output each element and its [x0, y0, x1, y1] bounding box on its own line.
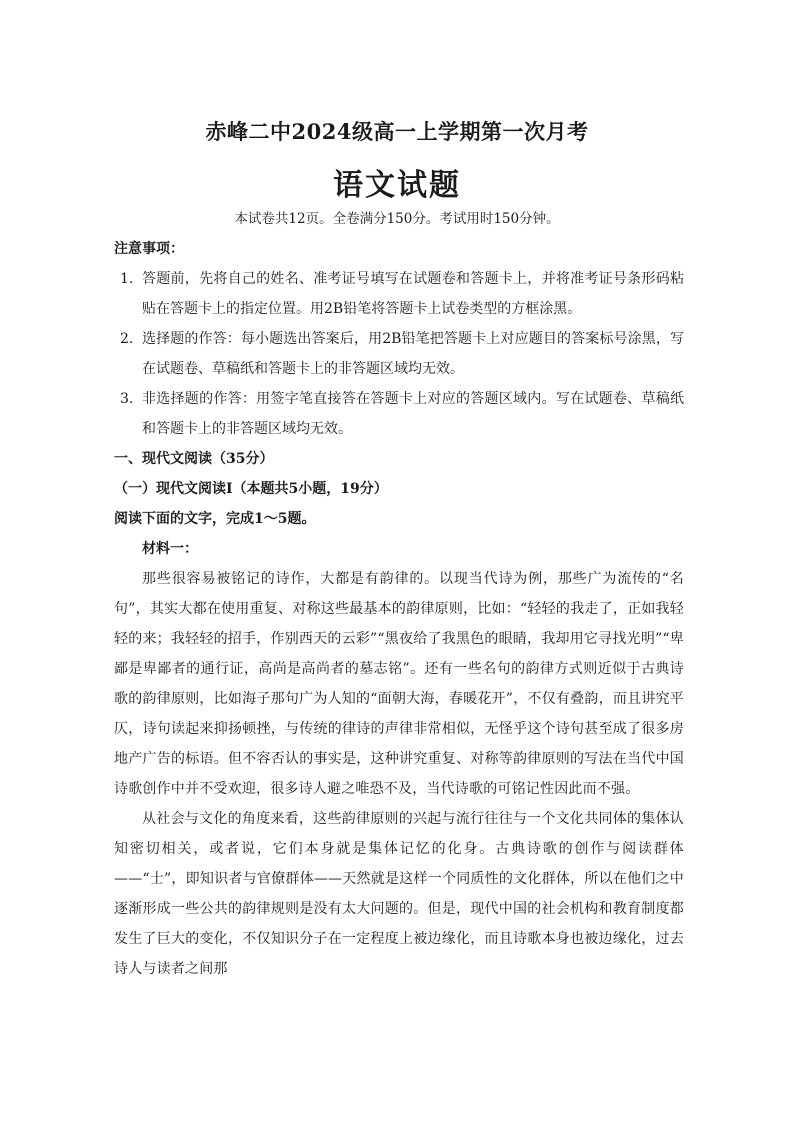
reading-instruction: 阅读下面的文字，完成1～5题。	[114, 511, 316, 527]
notice-number: 2．	[120, 331, 143, 347]
notice-heading: 注意事项：	[114, 241, 184, 257]
notice-item	[114, 384, 684, 444]
body-paragraph: 那些很容易被铭记的诗作，大都是有韵律的。以现当代诗为例，那些广为流传的“名句”，其实大都在使用重复、对称这些最基本的韵律原则，比如：“轻轻的我走了，正如我轻轻的来；我轻轻的招手，作别西天的云彩”“黑夜给了我黑色的眼睛，我却用它寻找光明”“卑鄙是卑鄙者的通行证，高尚是高尚者的墓志铭”。还有一些名句的韵律方式则近似于古典诗歌的韵律原则，比如海子那句广为人知的“面朝大海，春暖花开”，不仅有叠韵，而且讲究平仄，诗句读起来抑扬顿挫，与传统的律诗的声律非常相似，无怪乎这个诗句甚至成了很多房地产广告的标语。但不容否认的事实是，这种讲究重复、对称等韵律原则的写法在当代中国诗歌创作中并不受欢迎，很多诗人避之唯恐不及，当代诗歌的可铭记性因此而不强。	[114, 571, 684, 797]
notice-number: 1．	[120, 271, 143, 287]
exam-meta: 本试卷共12页。全卷满分150分。考试用时150分钟。	[234, 211, 560, 227]
notice-item	[114, 264, 684, 324]
notice-number: 3．	[120, 391, 143, 407]
notice-item	[114, 324, 684, 384]
exam-subject: 语文试题	[333, 168, 461, 203]
exam-body	[114, 234, 684, 984]
notice-text: 选择题的作答：每小题选出答案后，用2B铅笔把答题卡上对应题目的答案标号涂黑，写在试题卷、草稿纸和答题卡上的非答题区域均无效。	[142, 331, 684, 377]
exam-title: 赤峰二中2024级高一上学期第一次月考	[205, 119, 589, 144]
material-label: 材料一：	[142, 541, 198, 557]
body-paragraph: 从社会与文化的角度来看，这些韵律原则的兴起与流行往往与一个文化共同体的集体认知密切相关，或者说，它们本身就是集体记忆的化身。古典诗歌的创作与阅读群体——“士”，即知识者与官僚群体——天然就是这样一个同质性的文化群体，所以在他们之中逐渐形成一些公共的韵律规则是没有太大问题的。但是，现代中国的社会机构和教育制度都发生了巨大的变化，不仅知识分子在一定程度上被边缘化，而且诗歌本身也被边缘化，过去诗人与读者之间那	[114, 811, 684, 977]
section-heading: 一、现代文阅读（35分）	[114, 451, 274, 467]
subsection-heading: （一）现代文阅读Ⅰ（本题共5小题，19分）	[114, 481, 388, 497]
notice-text: 答题前，先将自己的姓名、准考证号填写在试题卷和答题卡上，并将准考证号条形码粘贴在答题卡上的指定位置。用2B铅笔将答题卡上试卷类型的方框涂黑。	[142, 271, 684, 317]
notice-text: 非选择题的作答：用签字笔直接答在答题卡上对应的答题区域内。写在试题卷、草稿纸和答题卡上的非答题区域均无效。	[142, 391, 684, 437]
